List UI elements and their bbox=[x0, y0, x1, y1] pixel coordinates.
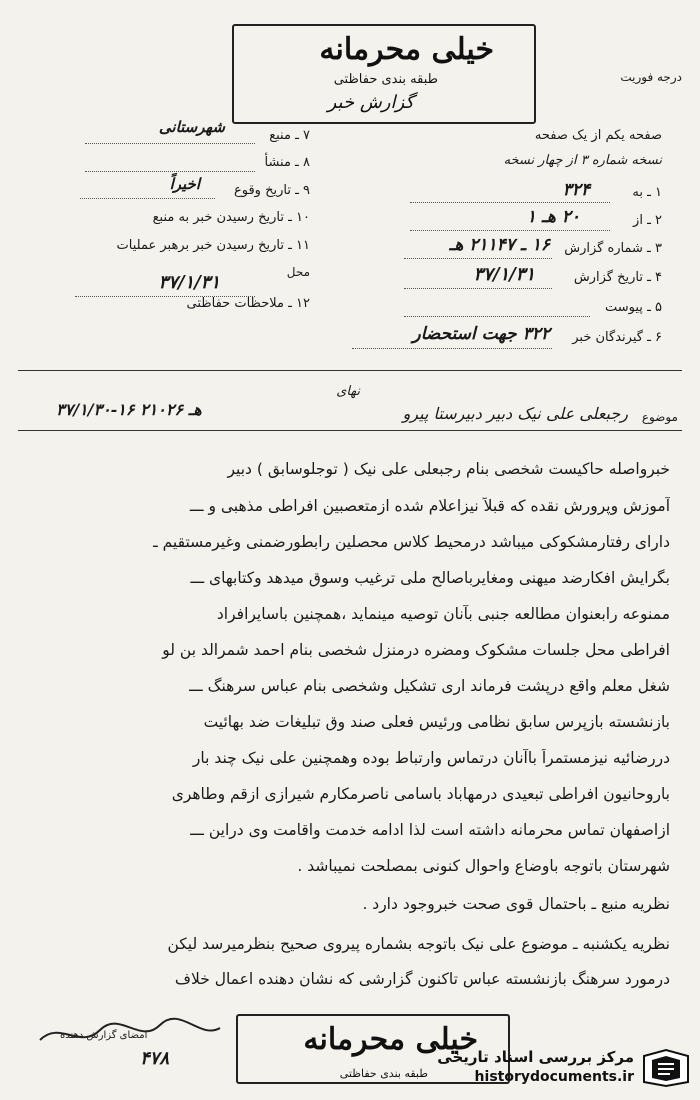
occurrence-date-label: ۹ ـ تاریخ وقوع bbox=[233, 183, 310, 198]
report-date-value: ۳۷/۱/۳۱ bbox=[473, 264, 535, 285]
to-label: ۱ ـ به bbox=[632, 185, 662, 200]
priority-label: درجه فوریت bbox=[620, 70, 682, 84]
body-line: شهرستان باتوجه باوضاع واحوال کنونی بمصلحت نمیباشد . bbox=[297, 857, 670, 875]
source-label: ۷ ـ منبع bbox=[269, 128, 310, 143]
body-line: بازنشسته بازپرس سابق نظامی ورئیس فعلی صند وق تبلیغات ضد بهائیت bbox=[203, 713, 670, 731]
stamp-subtitle: طبقه بندی حفاظتی bbox=[333, 72, 438, 87]
place-label: محل bbox=[286, 265, 310, 279]
origin-label: ۸ ـ منشأ bbox=[264, 155, 310, 170]
recipients-label: ۶ ـ گیرندگان خبر bbox=[572, 330, 662, 345]
report-date-dotline bbox=[404, 288, 552, 289]
security-notes-label: ۱۲ ـ ملاحظات حفاظتی bbox=[186, 296, 310, 311]
report-date-label: ۴ ـ تاریخ گزارش bbox=[573, 270, 662, 285]
watermark-url: historydocuments.ir bbox=[474, 1069, 634, 1085]
source-value: شهرستانی bbox=[158, 118, 225, 136]
recipients-value: ۳۲۲ جهت استحضار bbox=[412, 324, 550, 344]
subject-text: رجبعلی علی نیک دبیر دبیرستا پیرو bbox=[402, 404, 628, 423]
to-value: ۳۲۴ bbox=[562, 180, 590, 200]
body-line: افراطی محل جلسات مشکوک ومضره درمنزل شخصی بنام احمد شمرالد بن لو bbox=[162, 641, 670, 659]
recipients-dotline bbox=[352, 348, 552, 349]
from-label: ۲ ـ از bbox=[633, 213, 662, 228]
classification-stamp-top bbox=[232, 24, 536, 124]
receipt-source-label: ۱۰ ـ تاریخ رسیدن خبر به منبع bbox=[152, 210, 310, 225]
stamp-classification-text: خیلی محرمانه bbox=[303, 1022, 478, 1057]
handwritten-scribble-icon bbox=[30, 1010, 230, 1060]
footer-note: امضای گزارش دهنده bbox=[60, 1030, 148, 1041]
report-number-dotline bbox=[404, 258, 552, 259]
body-line: باروحانیون افراطی تبعیدی درمهاباد باسامی ناصرمکارم شیرازی ازقم وطاهری bbox=[171, 785, 670, 803]
occurrence-date-value: اخیراً bbox=[169, 175, 200, 193]
body-line: آموزش وپرورش نقده که قبلاً نیزاعلام شده ازمتعصبین افراطی مذهبی و ـــ bbox=[189, 497, 670, 515]
receipt-ops-label: ۱۱ ـ تاریخ رسیدن خبر برهبر عملیات bbox=[116, 238, 310, 253]
body-line: دررضائیه نیزمستمراً باآنان درتماس وارتباط بوده وهمچنین علی نیک چند بار bbox=[192, 749, 670, 767]
subject-reference: ۳۷/۱/۳۰-۱۶ هـ ۲۱۰۲۶ bbox=[56, 400, 202, 419]
body-line: خبرواصله حاکیست شخصی بنام رجبعلی علی نیک ( توجلوسابق ) دبیر bbox=[227, 460, 670, 478]
form-title: گزارش خبر bbox=[327, 92, 414, 113]
attachment-label: ۵ ـ پیوست bbox=[605, 300, 662, 315]
unit-opinion-line: نظریه یکشنبه ـ موضوع علی نیک باتوجه بشماره پیروی صحیح بنظرمیرسد لیکن bbox=[167, 935, 670, 953]
unit-opinion-line: درمورد سرهنگ بازنشسته عباس تاکنون گزارشی که نشان دهنده اعمال خلاف bbox=[174, 970, 670, 988]
report-number-label: ۳ ـ شماره گزارش bbox=[564, 241, 662, 256]
place-value: ۳۷/۱/۳۱ bbox=[158, 272, 220, 293]
to-dotline bbox=[410, 202, 610, 203]
origin-dotline bbox=[85, 171, 255, 172]
watermark-title: مرکز بررسی اسناد تاریخی bbox=[437, 1048, 634, 1066]
copy-number-line: نسخه شماره ۳ از چهار نسخه bbox=[503, 153, 662, 168]
page-count-line: صفحه یکم از یک صفحه bbox=[534, 128, 662, 143]
stamp-classification-text: خیلی محرمانه bbox=[319, 32, 494, 67]
occurrence-date-dotline bbox=[80, 198, 215, 199]
source-dotline bbox=[85, 143, 255, 144]
header-divider bbox=[18, 370, 682, 371]
report-number-value: ۱۶ ـ ۲۱۱۴۷ هـ bbox=[449, 235, 550, 255]
subject-label: موضوع bbox=[641, 410, 678, 424]
body-line: ازاصفهان تماس محرمانه داشته است لذا ادامه خدمت واقامت وی دراین ـــ bbox=[190, 821, 670, 839]
from-dotline bbox=[410, 230, 610, 231]
subject-divider bbox=[18, 430, 682, 431]
archive-logo-icon bbox=[640, 1048, 692, 1088]
body-line: دارای رفتارمشکوکی میباشد درمحیط کلاس محصلین رابطورضمنی وغیرمستقیم ـ bbox=[153, 533, 670, 551]
stamp-subtitle: طبقه بندی حفاظتی bbox=[339, 1067, 428, 1080]
source-opinion: نظریه منبع ـ باحتمال قوی صحت خبروجود دارد . bbox=[362, 895, 670, 913]
from-value: ۲۰ هـ ۱ bbox=[526, 207, 580, 227]
body-line: ممنوعه رابعنوان مطالعه جنبی بآنان توصیه مینماید ،همچنین باسایرافراد bbox=[216, 605, 670, 623]
subject-above-text: نهای bbox=[336, 384, 360, 399]
footer-handwritten-number: ۴۷۸ bbox=[140, 1048, 170, 1069]
attachment-dotline bbox=[404, 316, 590, 317]
body-line: شغل معلم واقع درپشت فرماند اری تشکیل وشخصی بنام عباس سرهنگ ـــ bbox=[189, 677, 670, 695]
body-line: بگرایش افکارضد میهنی ومغایرباصالح ملی ترغیب وسوق میدهد وکتابهای ـــ bbox=[190, 569, 670, 587]
